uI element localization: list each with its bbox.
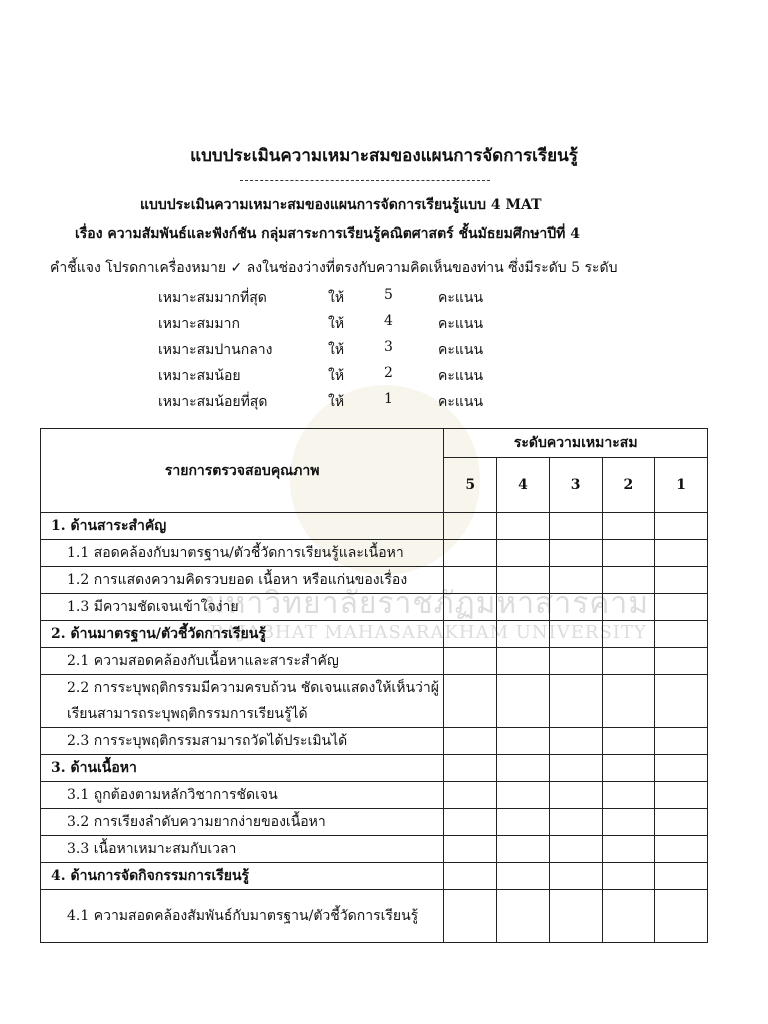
rating-cell-3[interactable] — [549, 890, 602, 943]
table-row — [41, 809, 708, 836]
rating-cell-4[interactable] — [497, 513, 550, 540]
section-heading: 4. ด้านการจัดกิจกรรมการเรียนรู้ — [41, 863, 444, 890]
rating-cell-4[interactable] — [497, 836, 550, 863]
table-row — [41, 594, 708, 621]
table-row — [41, 567, 708, 594]
rating-cell-3[interactable] — [549, 594, 602, 621]
rating-cell-4[interactable] — [497, 755, 550, 782]
rating-cell-5[interactable] — [444, 809, 497, 836]
scale-give: ให้ — [328, 316, 345, 332]
rating-cell-2[interactable] — [602, 755, 655, 782]
rating-cell-5[interactable] — [444, 513, 497, 540]
rating-cell-4[interactable] — [497, 863, 550, 890]
rating-cell-2[interactable] — [602, 675, 655, 728]
rating-cell-4[interactable] — [497, 890, 550, 943]
rating-cell-4[interactable] — [497, 782, 550, 809]
rating-cell-1[interactable] — [655, 809, 708, 836]
rating-cell-2[interactable] — [602, 648, 655, 675]
table-row — [41, 836, 708, 863]
scale-unit: คะแนน — [438, 290, 484, 306]
table-row — [41, 540, 708, 567]
criterion-text: 1.2 การแสดงความคิดรวบยอด เนื้อหา หรือแก่นของเรื่อง — [41, 567, 444, 594]
table-row — [41, 648, 708, 675]
level-2-header: 2 — [602, 458, 655, 513]
section-heading: 1. ด้านสาระสำคัญ — [41, 513, 444, 540]
rating-cell-5[interactable] — [444, 540, 497, 567]
table-row — [41, 513, 708, 540]
rating-cell-4[interactable] — [497, 567, 550, 594]
scale-label: เหมาะสมน้อย — [158, 368, 241, 384]
scale-unit: คะแนน — [438, 394, 484, 410]
rating-cell-3[interactable] — [549, 648, 602, 675]
evaluation-table — [40, 428, 708, 943]
table-row — [41, 863, 708, 890]
scale-score: 4 — [384, 313, 393, 329]
rating-cell-4[interactable] — [497, 648, 550, 675]
instruction-text: คำชี้แจง โปรดกาเครื่องหมาย ✓ ลงในช่องว่างที่ตรงกับความคิดเห็นของท่าน ซึ่งมีระดับ 5 ระดับ — [50, 260, 618, 276]
rating-cell-4[interactable] — [497, 675, 550, 728]
rating-cell-5[interactable] — [444, 890, 497, 943]
rating-cell-3[interactable] — [549, 836, 602, 863]
rating-cell-3[interactable] — [549, 540, 602, 567]
level-1-header: 1 — [655, 458, 708, 513]
watermark-english-text: RAJABHAT MAHASARAKHAM UNIVERSITY — [210, 622, 647, 643]
criterion-text: 3.1 ถูกต้องตามหลักวิชาการชัดเจน — [41, 782, 444, 809]
scale-row — [158, 391, 518, 415]
rating-cell-2[interactable] — [602, 782, 655, 809]
rating-cell-5[interactable] — [444, 567, 497, 594]
form-subtitle: แบบประเมินความเหมาะสมของแผนการจัดการเรียนรู้แบบ 4 MAT — [140, 197, 542, 213]
scale-give: ให้ — [328, 342, 345, 358]
rating-cell-1[interactable] — [655, 594, 708, 621]
rating-cell-4[interactable] — [497, 728, 550, 755]
scale-row — [158, 287, 518, 311]
rating-cell-2[interactable] — [602, 621, 655, 648]
rating-cell-3[interactable] — [549, 621, 602, 648]
rating-cell-3[interactable] — [549, 809, 602, 836]
criterion-text: 3.2 การเรียงลำดับความยากง่ายของเนื้อหา — [41, 809, 444, 836]
table-row — [41, 675, 708, 728]
rating-cell-1[interactable] — [655, 675, 708, 728]
rating-cell-3[interactable] — [549, 567, 602, 594]
rating-cell-2[interactable] — [602, 567, 655, 594]
criterion-text: 2.1 ความสอดคล้องกับเนื้อหาและสาระสำคัญ — [41, 648, 444, 675]
rating-cell-3[interactable] — [549, 675, 602, 728]
table-row — [41, 728, 708, 755]
rating-cell-4[interactable] — [497, 540, 550, 567]
criterion-text: 3.3 เนื้อหาเหมาะสมกับเวลา — [41, 836, 444, 863]
rating-cell-3[interactable] — [549, 755, 602, 782]
rating-cell-2[interactable] — [602, 594, 655, 621]
rating-cell-2[interactable] — [602, 728, 655, 755]
scale-row — [158, 313, 518, 337]
watermark-thai-text: มหาวิทยาลัยราชภัฏมหาสารคาม — [205, 586, 649, 621]
rating-cell-2[interactable] — [602, 513, 655, 540]
criterion-text: 4.1 ความสอดคล้องสัมพันธ์กับมาตรฐาน/ตัวชี้วัดการเรียนรู้ — [41, 890, 444, 943]
rating-cell-1[interactable] — [655, 863, 708, 890]
page-title: แบบประเมินความเหมาะสมของแผนการจัดการเรียนรู้ — [190, 146, 578, 166]
rating-cell-4[interactable] — [497, 621, 550, 648]
title-divider — [240, 180, 490, 181]
rating-cell-1[interactable] — [655, 540, 708, 567]
scale-label: เหมาะสมปานกลาง — [158, 342, 273, 358]
rating-cell-5[interactable] — [444, 728, 497, 755]
rating-cell-4[interactable] — [497, 594, 550, 621]
scale-unit: คะแนน — [438, 342, 484, 358]
rating-cell-2[interactable] — [602, 836, 655, 863]
scale-label: เหมาะสมมาก — [158, 316, 240, 332]
rating-cell-5[interactable] — [444, 594, 497, 621]
scale-row — [158, 339, 518, 363]
section-heading: 3. ด้านเนื้อหา — [41, 755, 444, 782]
criterion-text: 1.3 มีความชัดเจนเข้าใจง่าย — [41, 594, 444, 621]
criterion-text: 2.2 การระบุพฤติกรรมมีความครบถ้วน ชัดเจนแสดงให้เห็นว่าผู้เรียนสามารถระบุพฤติกรรมการเรียนรู้ได้ — [41, 675, 444, 728]
level-4-header: 4 — [497, 458, 550, 513]
scale-score: 3 — [384, 339, 393, 355]
rating-cell-2[interactable] — [602, 809, 655, 836]
scale-score: 5 — [384, 287, 393, 303]
scale-score: 2 — [384, 365, 393, 381]
rating-cell-5[interactable] — [444, 648, 497, 675]
scale-label: เหมาะสมน้อยที่สุด — [158, 394, 268, 410]
rating-cell-3[interactable] — [549, 782, 602, 809]
item-column-header: รายการตรวจสอบคุณภาพ — [41, 429, 444, 513]
criterion-text: 1.1 สอดคล้องกับมาตรฐาน/ตัวชี้วัดการเรียนรู้และเนื้อหา — [41, 540, 444, 567]
rating-cell-3[interactable] — [549, 863, 602, 890]
subject-line: เรื่อง ความสัมพันธ์และฟังก์ชัน กลุ่มสาระการเรียนรู้คณิตศาสตร์ ชั้นมัธยมศึกษาปีที่ 4 — [75, 226, 581, 242]
rating-cell-1[interactable] — [655, 728, 708, 755]
rating-cell-1[interactable] — [655, 648, 708, 675]
rating-cell-1[interactable] — [655, 513, 708, 540]
rating-cell-1[interactable] — [655, 567, 708, 594]
scale-give: ให้ — [328, 368, 345, 384]
rating-cell-3[interactable] — [549, 728, 602, 755]
rating-cell-2[interactable] — [602, 540, 655, 567]
table-row — [41, 782, 708, 809]
level-3-header: 3 — [549, 458, 602, 513]
rating-cell-5[interactable] — [444, 621, 497, 648]
section-heading: 2. ด้านมาตรฐาน/ตัวชี้วัดการเรียนรู้ — [41, 621, 444, 648]
rating-cell-2[interactable] — [602, 863, 655, 890]
scale-unit: คะแนน — [438, 368, 484, 384]
rating-cell-5[interactable] — [444, 863, 497, 890]
scale-unit: คะแนน — [438, 316, 484, 332]
table-row — [41, 621, 708, 648]
rating-cell-1[interactable] — [655, 621, 708, 648]
rating-cell-5[interactable] — [444, 675, 497, 728]
rating-cell-5[interactable] — [444, 782, 497, 809]
level-column-header: ระดับความเหมาะสม — [444, 429, 708, 458]
rating-cell-4[interactable] — [497, 809, 550, 836]
rating-cell-1[interactable] — [655, 836, 708, 863]
rating-cell-1[interactable] — [655, 890, 708, 943]
scale-give: ให้ — [328, 394, 345, 410]
scale-row — [158, 365, 518, 389]
scale-label: เหมาะสมมากที่สุด — [158, 290, 267, 306]
rating-cell-3[interactable] — [549, 513, 602, 540]
rating-cell-2[interactable] — [602, 890, 655, 943]
scale-score: 1 — [384, 391, 393, 407]
table-row — [41, 755, 708, 782]
level-5-header: 5 — [444, 458, 497, 513]
rating-cell-5[interactable] — [444, 755, 497, 782]
rating-cell-1[interactable] — [655, 782, 708, 809]
table-row — [41, 890, 708, 943]
rating-cell-1[interactable] — [655, 755, 708, 782]
criterion-text: 2.3 การระบุพฤติกรรมสามารถวัดได้ประเมินได้ — [41, 728, 444, 755]
rating-cell-5[interactable] — [444, 836, 497, 863]
scale-give: ให้ — [328, 290, 345, 306]
